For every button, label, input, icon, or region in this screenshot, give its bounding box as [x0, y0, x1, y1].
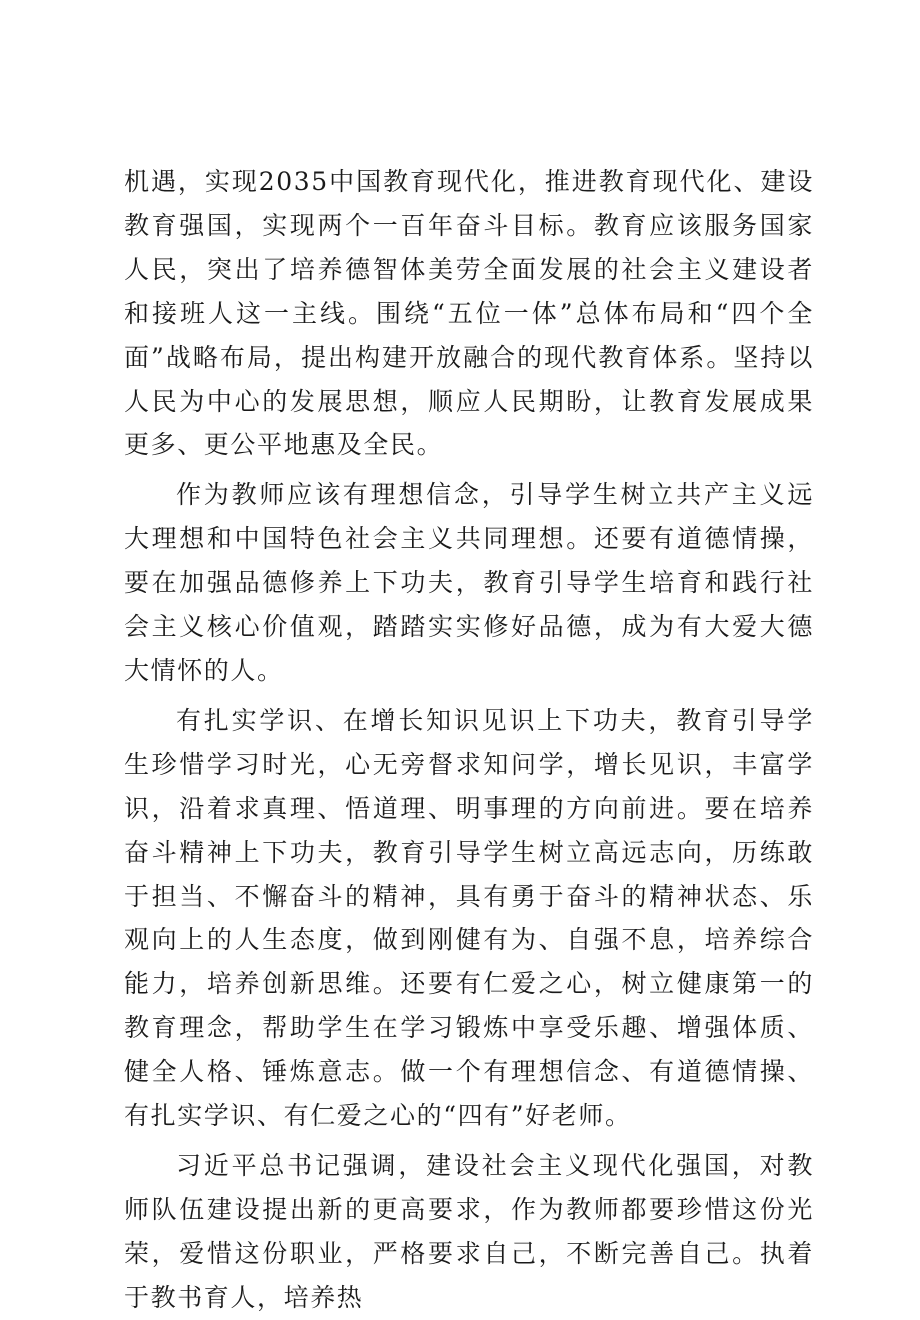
paragraph-2: 作为教师应该有理想信念，引导学生树立共产主义远大理想和中国特色社会主义共同理想。还要有道德情操，要在加强品德修养上下功夫，教育引导学生培育和践行社会主义核心价值观，踏踏实实修好品德，成为有大爱大德大情怀的人。 [124, 480, 814, 685]
paragraph-1: 机遇，实现2035中国教育现代化，推进教育现代化、建设教育强国，实现两个一百年奋斗目标。教育应该服务国家人民，突出了培养德智体美劳全面发展的社会主义建设者和接班人这一主线。围绕“五位一体”总体布局和“四个全面”战略布局，提出构建开放融合的现代教育体系。坚持以人民为中心的发展思想，顺应人民期盼，让教育发展成果更多、更公平地惠及全民。 [124, 167, 814, 460]
paragraph-3: 有扎实学识、在增长知识见识上下功夫，教育引导学生珍惜学习时光，心无旁督求知问学，增长见识，丰富学识，沿着求真理、悟道理、明事理的方向前进。要在培养奋斗精神上下功夫，教育引导学生树立高远志向，历练敢于担当、不懈奋斗的精神，具有勇于奋斗的精神状态、乐观向上的人生态度，做到刚健有为、自强不息，培养综合能力，培养创新思维。还要有仁爱之心，树立健康第一的教育理念，帮助学生在学习锻炼中享受乐趣、增强体质、健全人格、锤炼意志。做一个有理想信念、有道德情操、有扎实学识、有仁爱之心的“四有”好老师。 [124, 705, 814, 1131]
paragraph-4: 习近平总书记强调，建设社会主义现代化强国，对教师队伍建设提出新的更高要求，作为教师都要珍惜这份光荣，爱惜这份职业，严格要求自己，不断完善自己。执着于教书育人，培养热 [124, 1150, 814, 1312]
document-body [124, 160, 814, 1320]
